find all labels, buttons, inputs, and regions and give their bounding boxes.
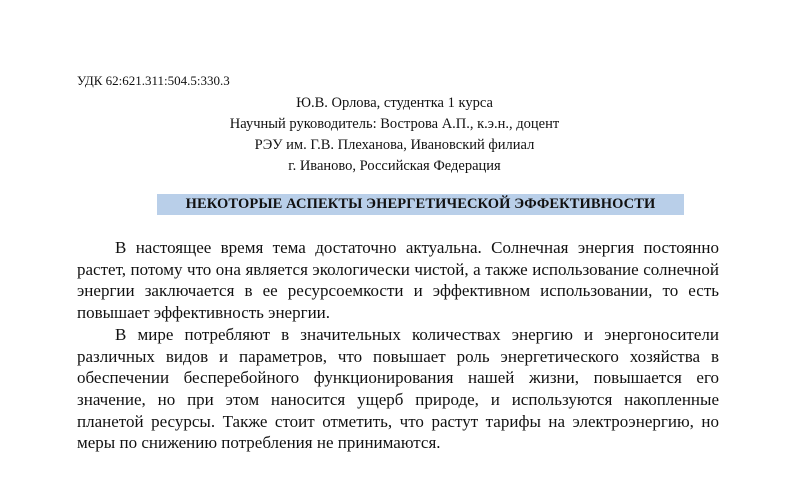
udk-code: УДК 62:621.311:504.5:330.3 <box>77 73 230 88</box>
supervisor-line: Научный руководитель: Вострова А.П., к.э.н., доцент <box>229 116 560 132</box>
location-line: г. Иваново, Российская Федерация <box>288 158 501 174</box>
article-title: НЕКОТОРЫЕ АСПЕКТЫ ЭНЕРГЕТИЧЕСКОЙ ЭФФЕКТИВНОСТИ <box>185 196 656 212</box>
author-name-line: Ю.В. Орлова, студентка 1 курса <box>296 95 493 111</box>
paragraph: В настоящее время тема достаточно актуальна. Солнечная энергия постоянно растет, потому что она является экологически чистой, а также использование солнечной энергии заключается в ее ресурсоемкости и эффективном использовании, то есть повышает эффективность энергии. <box>77 238 719 323</box>
paragraph: В мире потребляют в значительных количествах энергию и энергоносители различных видов и параметров, что повышает роль энергетического хозяйства в обеспечении бесперебойного функционирования нашей жизни, повышается его значение, но при этом наносится ущерб природе, и используются накопленные планетой ресурсы. Также стоит отметить, что растут тарифы на электроэнергию, но меры по снижению потребления не принимаются. <box>77 324 719 453</box>
author-block <box>0 93 789 177</box>
title-highlight[interactable] <box>157 194 684 215</box>
body-text <box>77 237 719 454</box>
institution-line: РЭУ им. Г.В. Плеханова, Ивановский филиал <box>254 137 535 153</box>
